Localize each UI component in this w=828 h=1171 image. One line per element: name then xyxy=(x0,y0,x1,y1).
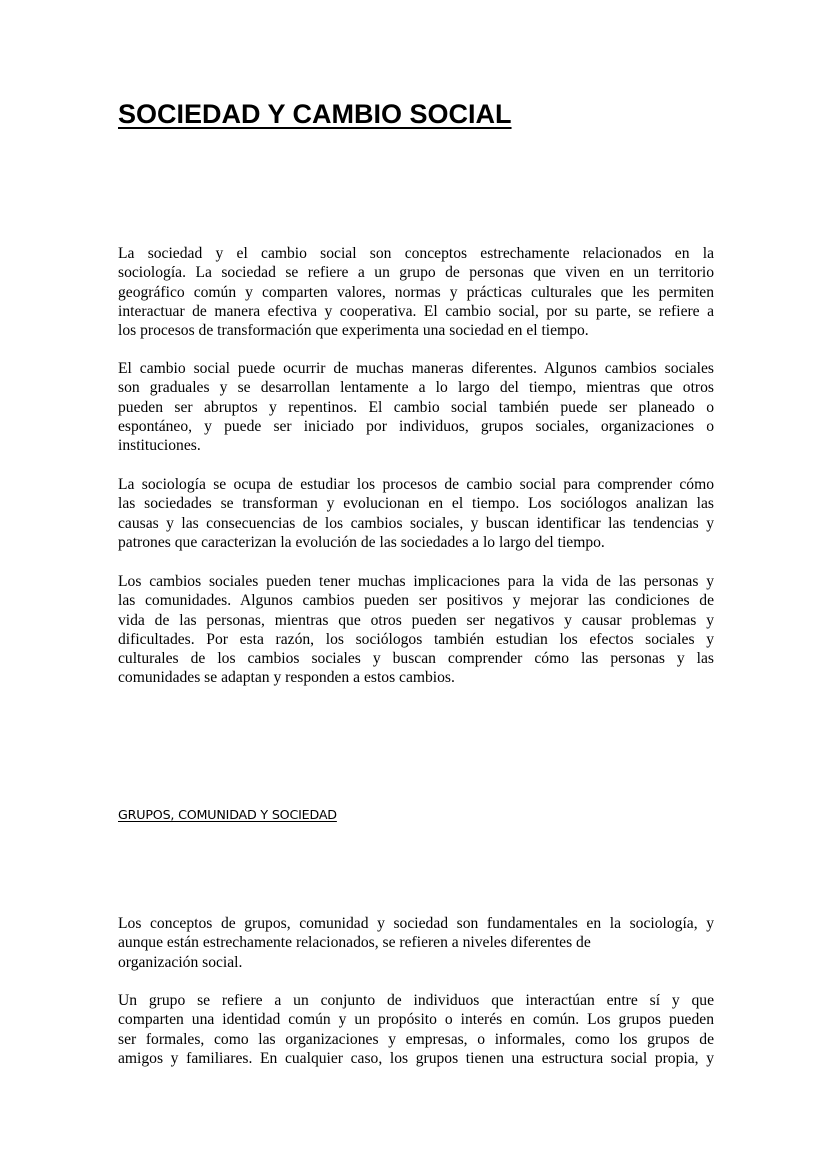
paragraph-sociologia xyxy=(118,475,714,552)
paragraph-line: comunidades se adaptan y responden a estos cambios. xyxy=(118,669,455,687)
paragraph-line: comparten una identidad común y un propósito o interés en común. Los grupos pueden xyxy=(118,1011,714,1029)
paragraph-line: vida de las personas, mientras que otros pueden ser negativos y causar problemas y xyxy=(118,611,714,629)
paragraph-line: Los cambios sociales pueden tener muchas implicaciones para la vida de las personas y xyxy=(118,573,714,590)
paragraph-line: causas y las consecuencias de los cambios sociales, y buscan identificar las tendencias y xyxy=(118,514,714,532)
paragraph-line: dificultades. Por esta razón, los sociólogos también estudian los efectos sociales y xyxy=(118,630,714,648)
paragraph-line: El cambio social puede ocurrir de muchas maneras diferentes. Algunos cambios sociales xyxy=(118,360,714,377)
paragraph-grupo xyxy=(118,991,714,1068)
paragraph-line: las sociedades se transforman y evolucionan en el tiempo. Los sociólogos analizan las xyxy=(118,495,714,513)
paragraph-sociedad-intro xyxy=(118,244,714,340)
paragraph-line: organización social. xyxy=(118,953,243,971)
paragraph-line: patrones que caracterizan la evolución de las sociedades a lo largo del tiempo. xyxy=(118,533,605,551)
paragraph-line: culturales de los cambios sociales y buscan comprender cómo las personas y las xyxy=(118,650,714,668)
paragraph-line: son graduales y se desarrollan lentamente a lo largo del tiempo, mientras que otros xyxy=(118,379,714,397)
paragraph-cambio-social xyxy=(118,359,714,455)
paragraph-line: interactuar de manera efectiva y cooperativa. El cambio social, por su parte, se refiere a xyxy=(118,302,714,320)
paragraph-line: geográfico común y comparten valores, normas y prácticas culturales que les permiten xyxy=(118,283,714,301)
paragraph-line: La sociedad y el cambio social son conceptos estrechamente relacionados en la xyxy=(118,245,714,262)
section-heading: GRUPOS, COMUNIDAD Y SOCIEDAD xyxy=(118,807,337,822)
paragraph-line: amigos y familiares. En cualquier caso, los grupos tienen una estructura social propia, y xyxy=(118,1049,714,1067)
paragraph-line: pueden ser abruptos y repentinos. El cambio social también puede ser planeado o xyxy=(118,398,714,416)
paragraph-line: ser formales, como las organizaciones y empresas, o informales, como los grupos de xyxy=(118,1030,714,1048)
paragraph-line: los procesos de transformación que experimenta una sociedad en el tiempo. xyxy=(118,322,589,340)
paragraph-conceptos xyxy=(118,914,714,972)
page-title: SOCIEDAD Y CAMBIO SOCIAL xyxy=(118,99,512,129)
paragraph-line: aunque están estrechamente relacionados, se refieren a niveles diferentes de xyxy=(118,934,591,952)
paragraph-line: espontáneo, y puede ser iniciado por individuos, grupos sociales, organizaciones o xyxy=(118,417,714,435)
paragraph-implicaciones xyxy=(118,572,714,688)
paragraph-line: sociología. La sociedad se refiere a un grupo de personas que viven en un territorio xyxy=(118,264,714,282)
paragraph-line: instituciones. xyxy=(118,437,201,455)
paragraph-line: Un grupo se refiere a un conjunto de individuos que interactúan entre sí y que xyxy=(118,992,714,1009)
paragraph-line: las comunidades. Algunos cambios pueden ser positivos y mejorar las condiciones de xyxy=(118,592,714,610)
paragraph-line: Los conceptos de grupos, comunidad y sociedad son fundamentales en la sociología, y xyxy=(118,915,714,932)
paragraph-line: La sociología se ocupa de estudiar los procesos de cambio social para comprender cómo xyxy=(118,476,714,493)
